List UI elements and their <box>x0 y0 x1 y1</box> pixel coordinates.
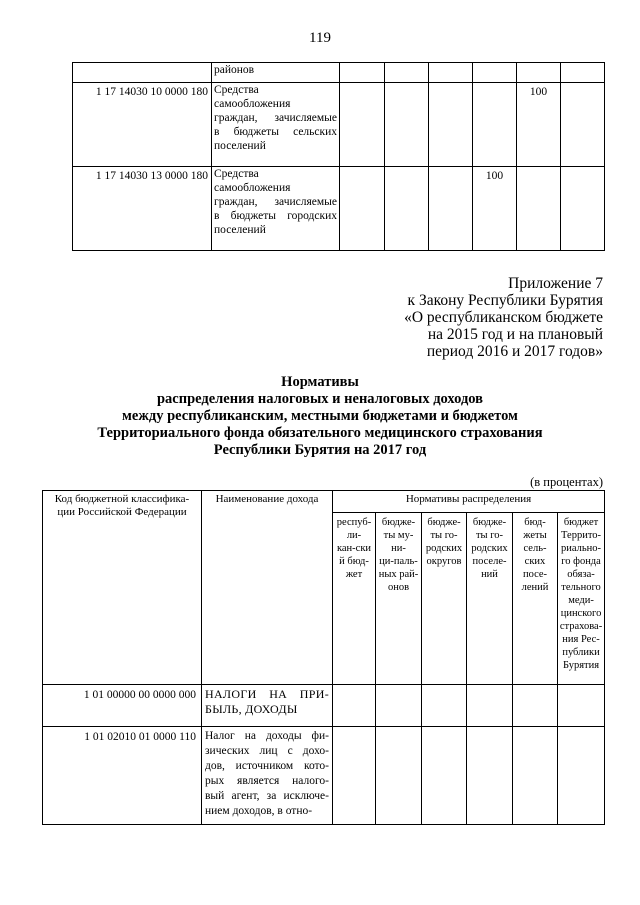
table-row <box>43 727 605 825</box>
header-line: лений <box>521 582 549 593</box>
header-line: сель- <box>523 543 547 554</box>
budget-level-header <box>513 513 558 685</box>
table-row <box>73 63 605 83</box>
income-name-cell <box>212 167 340 251</box>
budget-code-cell: 1 17 14030 13 0000 180 <box>73 167 212 251</box>
header-line: ний <box>481 569 498 580</box>
header-line: меди- <box>568 595 594 606</box>
text-line: рых является налого- <box>205 775 329 787</box>
text-line: в бюджеты городских <box>214 210 337 222</box>
code-header-line: Код бюджетной классифика- <box>54 493 190 505</box>
header-line: кан-ски <box>336 543 372 554</box>
header-line: ных рай- <box>378 569 419 580</box>
header-line: цинского <box>560 608 602 619</box>
norms-header: Нормативы распределения <box>333 491 605 513</box>
appendix-line: к Закону Республики Бурятия <box>407 292 603 309</box>
appendix-line: на 2015 год и на плановый <box>427 326 603 343</box>
text-line: НАЛОГИ НА ПРИ- <box>205 687 329 701</box>
text-line: самообложения <box>214 98 291 110</box>
income-name-cell <box>202 727 333 825</box>
header-line: жеты <box>523 530 547 541</box>
norm-value-cell <box>561 83 605 167</box>
header-line: Террито- <box>561 530 602 541</box>
norm-value-cell <box>376 727 422 825</box>
header-line: ния Рес- <box>562 634 600 645</box>
income-name-cell <box>202 685 333 727</box>
norm-value-cell <box>376 685 422 727</box>
header-line: жет <box>345 569 363 580</box>
norm-value-cell <box>513 727 558 825</box>
text-line: поселений <box>214 140 266 152</box>
text-line: граждан, зачисляемые <box>214 196 337 208</box>
title-line: распределения налоговых и неналоговых доходов <box>156 391 484 407</box>
header-line: ты го- <box>475 530 504 541</box>
norm-value-cell <box>513 685 558 727</box>
norm-value-cell <box>385 83 429 167</box>
norm-value-cell <box>429 83 473 167</box>
header-line: онов <box>387 582 410 593</box>
norm-value-cell <box>473 63 517 83</box>
budget-level-header <box>333 513 376 685</box>
norm-value-cell <box>429 63 473 83</box>
title-line: между республиканским, местными бюджетами и бюджетом <box>122 408 518 424</box>
unit-note: (в процентах) <box>530 475 603 489</box>
header-line: округов <box>426 556 462 567</box>
header-line: бюд- <box>524 517 546 528</box>
text-line: Налог на доходы фи- <box>205 730 329 742</box>
norm-value-cell <box>429 167 473 251</box>
norm-value-cell <box>340 167 385 251</box>
header-line: родских <box>425 543 463 554</box>
norm-value-cell <box>473 83 517 167</box>
top-continuation-table <box>72 62 605 251</box>
header-line: публики <box>562 647 600 658</box>
text-line: нием доходов, в отно- <box>205 805 313 817</box>
title-line: Нормативы <box>281 374 359 390</box>
norm-value-cell <box>340 83 385 167</box>
text-line: поселений <box>214 224 266 236</box>
income-name-cell <box>212 63 340 83</box>
norm-value-cell <box>422 685 467 727</box>
appendix-line: период 2016 и 2017 годов» <box>426 343 603 360</box>
header-line: го фонда <box>561 556 601 567</box>
header-line: посе- <box>522 569 548 580</box>
norm-value-cell <box>558 685 605 727</box>
norm-value-cell <box>561 167 605 251</box>
budget-code-cell: 1 01 00000 00 0000 000 <box>43 685 202 727</box>
text-line: Средства <box>214 84 259 96</box>
header-line: ни- <box>391 543 406 554</box>
header-line: бюджет <box>563 517 599 528</box>
norm-value-cell <box>558 727 605 825</box>
text-line: граждан, зачисляемые <box>214 112 337 124</box>
header-line: бюдже- <box>381 517 416 528</box>
norm-value-cell <box>333 727 376 825</box>
table-row <box>73 83 605 167</box>
budget-code-cell <box>73 63 212 83</box>
header-line: тельного <box>561 582 601 593</box>
norm-value-cell <box>340 63 385 83</box>
budget-level-header <box>558 513 605 685</box>
code-header-line: ции Российской Федерации <box>57 506 187 518</box>
header-line: Бурятия <box>562 660 600 671</box>
appendix-line: «О республиканском бюджете <box>404 309 603 326</box>
header-line: ты го- <box>430 530 458 541</box>
header-line: обяза- <box>567 569 595 580</box>
header-line: й бюд- <box>339 556 369 567</box>
title-line: Республики Бурятия на 2017 год <box>213 442 427 458</box>
header-line: ли- <box>346 530 362 541</box>
header-line: респуб- <box>336 517 372 528</box>
header-line: риально- <box>561 543 602 554</box>
budget-level-header <box>422 513 467 685</box>
text-line: Средства <box>214 168 259 180</box>
norm-value-cell <box>422 727 467 825</box>
norm-value-cell <box>561 63 605 83</box>
title-line: Территориального фонда обязательного медицинского страхования <box>97 425 543 441</box>
text-line: самообложения <box>214 182 291 194</box>
header-line: бюдже- <box>427 517 461 528</box>
code-header <box>43 491 202 685</box>
norm-value-cell: 100 <box>517 83 561 167</box>
appendix-reference <box>404 275 603 360</box>
table-row <box>43 685 605 727</box>
text-line: в бюджеты сельских <box>214 126 337 138</box>
header-line: ты му- <box>383 530 414 541</box>
appendix-line: Приложение 7 <box>508 275 603 292</box>
budget-code-cell: 1 17 14030 10 0000 180 <box>73 83 212 167</box>
document-title <box>0 374 640 459</box>
name-header: Наименование дохода <box>202 491 333 685</box>
norm-value-cell <box>467 727 513 825</box>
text-line: районов <box>214 64 255 76</box>
norm-value-cell <box>467 685 513 727</box>
header-line: родских <box>471 543 508 554</box>
header-line: ских <box>524 556 546 567</box>
table-row <box>73 167 605 251</box>
budget-level-header <box>467 513 513 685</box>
norm-value-cell <box>333 685 376 727</box>
page-number: 119 <box>309 30 331 46</box>
header-line: страхова- <box>559 621 603 632</box>
norm-value-cell <box>385 63 429 83</box>
norm-value-cell <box>517 63 561 83</box>
text-line: БЫЛЬ, ДОХОДЫ <box>205 702 298 716</box>
norm-value-cell <box>517 167 561 251</box>
text-line: вый агент, за исключе- <box>205 790 329 802</box>
norm-value-cell <box>385 167 429 251</box>
norm-value-cell: 100 <box>473 167 517 251</box>
header-line: бюдже- <box>472 517 507 528</box>
budget-level-header <box>376 513 422 685</box>
normatives-table <box>42 490 605 825</box>
text-line: дов, источником кото- <box>205 760 329 772</box>
income-name-cell <box>212 83 340 167</box>
header-line: ци-паль- <box>379 556 418 567</box>
text-line: зических лиц с дохо- <box>205 745 329 757</box>
budget-code-cell: 1 01 02010 01 0000 110 <box>43 727 202 825</box>
header-line: поселе- <box>472 556 507 567</box>
